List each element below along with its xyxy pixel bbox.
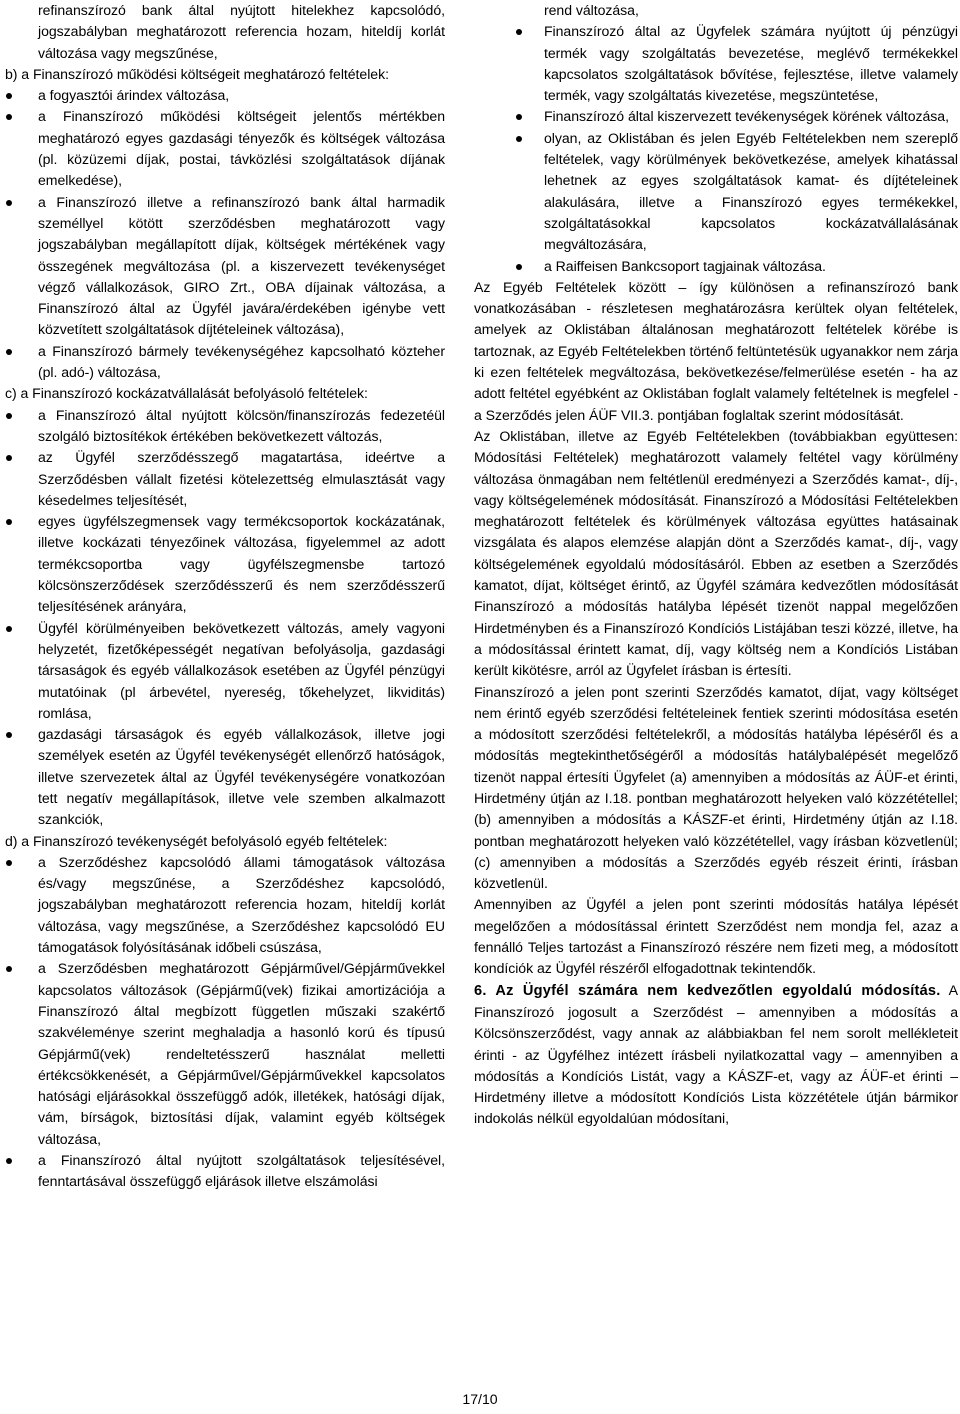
list-item: Ügyfél körülményeiben bekövetkezett változás, amely vagyoni helyzetét, fizetőképességét negatívan befolyásolja, gazdasági társaságok és egyéb vállalkozások esetében az Ügyfél pénzügyi mutatóinak (pl árbevétel, nyereség, tőkehelyzet, likviditás) romlása, xyxy=(5,618,445,724)
bullet-list-right xyxy=(474,21,958,277)
list-item: a Finanszírozó által nyújtott kölcsön/finanszírozás fedezetéül szolgáló biztosítékok értékében bekövetkezett változás, xyxy=(5,405,445,448)
section-c-title: c) a Finanszírozó kockázatvállalását befolyásoló feltételek: xyxy=(5,385,368,402)
list-item: egyes ügyfélszegmensek vagy termékcsoportok kockázatának, illetve kockázati tényezőinek változása, figyelemmel az adott termékcsoportba vagy ügyfélszegmensbe tartozó kölcsönszerződések szerződésszerű és nem szerződésszerű teljesítésének arányára, xyxy=(5,511,445,617)
page-number: 17/10 xyxy=(462,1391,498,1407)
list-item: a Finanszírozó által nyújtott szolgáltatások teljesítésével, fenntartásával összefüggő eljárások illetve elszámolási xyxy=(5,1150,445,1193)
section-6-heading: 6. Az Ügyfél számára nem kedvezőtlen egyoldalú módosítás. xyxy=(474,982,941,999)
list-item: a Finanszírozó működési költségeit jelentős mértékben meghatározó egyes gazdasági tényezők és költségek változása (pl. közüzemi díjak, postai, távközlési szolgáltatások díjának emelkedése), xyxy=(5,106,445,191)
section-d-title: d) a Finanszírozó tevékenységét befolyásoló egyéb feltételek: xyxy=(5,832,388,849)
list-item: a fogyasztói árindex változása, xyxy=(5,85,445,106)
paragraph: Finanszírozó a jelen pont szerinti Szerződés kamatot, díjat, vagy költséget nem érintő egyéb szerződési feltételeinek fentiek szerinti módosítása esetén a módosított szerződési feltételekről, a módosítás hatályba lépéséről és a módosítás megtekinthetőségéről a módosítás hatálybalépését megelőző tizenöt nappal értesíti Ügyfelet (a) amennyiben a módosítás az ÁÜF-et érinti, Hirdetmény útján az I.18. pontban meghatározott helyeken való közzététellel; (b) amennyiben a módosítás a KÁSZF-et érinti, Hirdetmény útján az I.18. pontban meghatározott helyeken való közzététellel, vagy írásban közvetlenül; (c) amennyiben a módosítás a Szerződés egyéb részeit érinti, írásban közvetlenül. xyxy=(474,683,958,892)
bullet-list-b xyxy=(5,85,445,383)
list-item: a Finanszírozó bármely tevékenységéhez kapcsolható közteher (pl. adó-) változása, xyxy=(5,341,445,384)
paragraph: Amennyiben az Ügyfél a jelen pont szerinti módosítás hatálya lépését megelőzően a módosítással érintett Szerződést nem mondja fel, azaz a fennálló Teljes tartozást a Finanszírozó részére nem fizeti meg, a módosított kondíciók az Ügyfél részéről elfogadottnak tekintendők. xyxy=(474,896,958,977)
paragraph: Az Oklistában, illetve az Egyéb Feltételekben (továbbiakban együttesen: Módosítási Feltételek) meghatározott valamely feltétel vagy körülmény változása önmagában nem feltétlenül eredményezi a Szerződés kamat-, díj-, vagy költségelemének módosítását. Finanszírozó a Módosítási Feltételekben meghatározott feltételek és körülmények változása együttes hatásainak vizsgálata és alapos elemzése alapján dönt a Szerződés kamat-, díj-, vagy költségelemének egyoldalú módosításáról. Ebben az esetben a Szerződés kamatot, díjat, költséget érintő, az Ügyfél számára kedvezőtlen módosítását Finanszírozó a módosítás hatályba lépését tizenöt nappal megelőzően Hirdetményben és a Finanszírozó Kondíciós Listájában teszi közzé, illetve, ha a módosítással érintett kamat, díj, vagy költség nem a Kondíciós Listában került kikötésre, arról az Ügyfelet írásban is értesíti. xyxy=(474,427,958,679)
list-item: olyan, az Oklistában és jelen Egyéb Feltételekben nem szereplő feltételek, vagy körülmények bekövetkezése, amelyek kihatással lehetnek az egyes szolgáltatások kamat- és díjtételeinek alakulására, illetve a Finanszírozó egyes termékekkel, szolgáltatásokkal kapcsolatos kockázatvállalásának megváltozására, xyxy=(474,128,958,256)
list-item: a Finanszírozó illetve a refinanszírozó bank által harmadik személlyel kötött szerződésben meghatározott vagy jogszabályban megállapított díjak, költségek mértékének vagy összegének megváltozása (pl. a kiszervezett tevékenységet végző vállalkozások, GIRO Zrt., OBA díjainak változása, a Finanszírozó által az Ügyfél javára/érdekében igénybe vett közvetített szolgáltatások díjtételeinek változása), xyxy=(5,192,445,341)
paragraph: rend változása, xyxy=(544,2,639,18)
section-6-paragraph xyxy=(474,980,958,1130)
bullet-list-c xyxy=(5,405,445,831)
left-column xyxy=(5,0,445,1193)
right-column xyxy=(474,0,958,1130)
bullet-list-d xyxy=(5,852,445,1193)
list-item: az Ügyfél szerződésszegő magatartása, ideértve a Szerződésben vállalt fizetési kötelezettség elmulasztását vagy késedelmes teljesítését, xyxy=(5,447,445,511)
list-item: Finanszírozó által az Ügyfelek számára nyújtott új pénzügyi termék vagy szolgáltatás bevezetése, meglévő termékekkel kapcsolatos szolgáltatások bővítése, fejlesztése, illetve valamely termék, vagy szolgáltatás kivezetése, megszüntetése, xyxy=(474,21,958,106)
section-b-title: b) a Finanszírozó működési költségeit meghatározó feltételek: xyxy=(5,65,389,82)
paragraph: Az Egyéb Feltételek között – így különösen a refinanszírozó bank vonatkozásában - részletesen meghatározásra kerültek olyan feltételek, amelyek az Oklistában általánosan meghatározott feltételek körébe is tartoznak, az Egyéb Feltételekben történő feltüntetésük ugyanakkor nem zárja ki ezen feltételek megváltozása, bekövetkezése/felmerülése esetén - ha az adott feltétel egyébként az Oklistában foglalt valamely feltételnek is megfelel - a Szerződés jelen ÁÜF VII.3. pontjában foglaltak szerint módosítását. xyxy=(474,278,958,423)
list-item: a Raiffeisen Bankcsoport tagjainak változása. xyxy=(474,256,958,277)
section-6-text: A Finanszírozó jogosult a Szerződést – amennyiben a módosítás a Kölcsönszerződést, vagy annak az alábbiakban fel nem sorolt mellékleteit érinti - az Ügyfélhez intézett írásbeli nyilatkozattal vagy – amennyiben a módosítás a Kondíciós Listát, vagy a KÁSZF-et, vagy az ÁÜF-et érinti – Hirdetmény illetve a módosított Kondíciós Lista közzététele útján bármikor indokolás nélkül egyoldalúan módosítani, xyxy=(474,981,958,1127)
list-item: Finanszírozó által kiszervezett tevékenységek körének változása, xyxy=(474,106,958,127)
list-item: a Szerződéshez kapcsolódó állami támogatások változása és/vagy megszűnése, a Szerződéshez kapcsolódó, jogszabályban meghatározott referencia hozam, hiteldíj korlát változása, vagy megszűnése, a Szerződéshez kapcsolódó EU támogatások folyósításának időbeli csúszása, xyxy=(5,852,445,958)
paragraph: refinanszírozó bank által nyújtott hitelekhez kapcsolódó, jogszabályban meghatározott referencia hozam, hiteldíj korlát változása vagy megszűnése, xyxy=(38,2,445,61)
list-item: a Szerződésben meghatározott Gépjárművel/Gépjárművekkel kapcsolatos változások (Gépjármű(vek) fizikai amortizációja a Finanszírozó által megbízott független műszaki szakértő szakvéleménye szerint meghaladja a hasonló korú és típusú Gépjármű(vek) rendeltetésszerű használat melletti értékcsökkenését, a Gépjárművel/Gépjárművekkel kapcsolatos hatósági eljárásokkal összefüggő adók, illetékek, hatósági díjak, vám, bírságok, biztosítási díjak, valamint egyéb költségek változása, xyxy=(5,958,445,1150)
list-item: gazdasági társaságok és egyéb vállalkozások, illetve jogi személyek esetén az Ügyfél tevékenységét ellenőrző hatóságok, illetve szervezetek által az Ügyfél tevékenységére vonatkozóan tett negatív megállapítások, illetve vele szemben alkalmazott szankciók, xyxy=(5,724,445,830)
